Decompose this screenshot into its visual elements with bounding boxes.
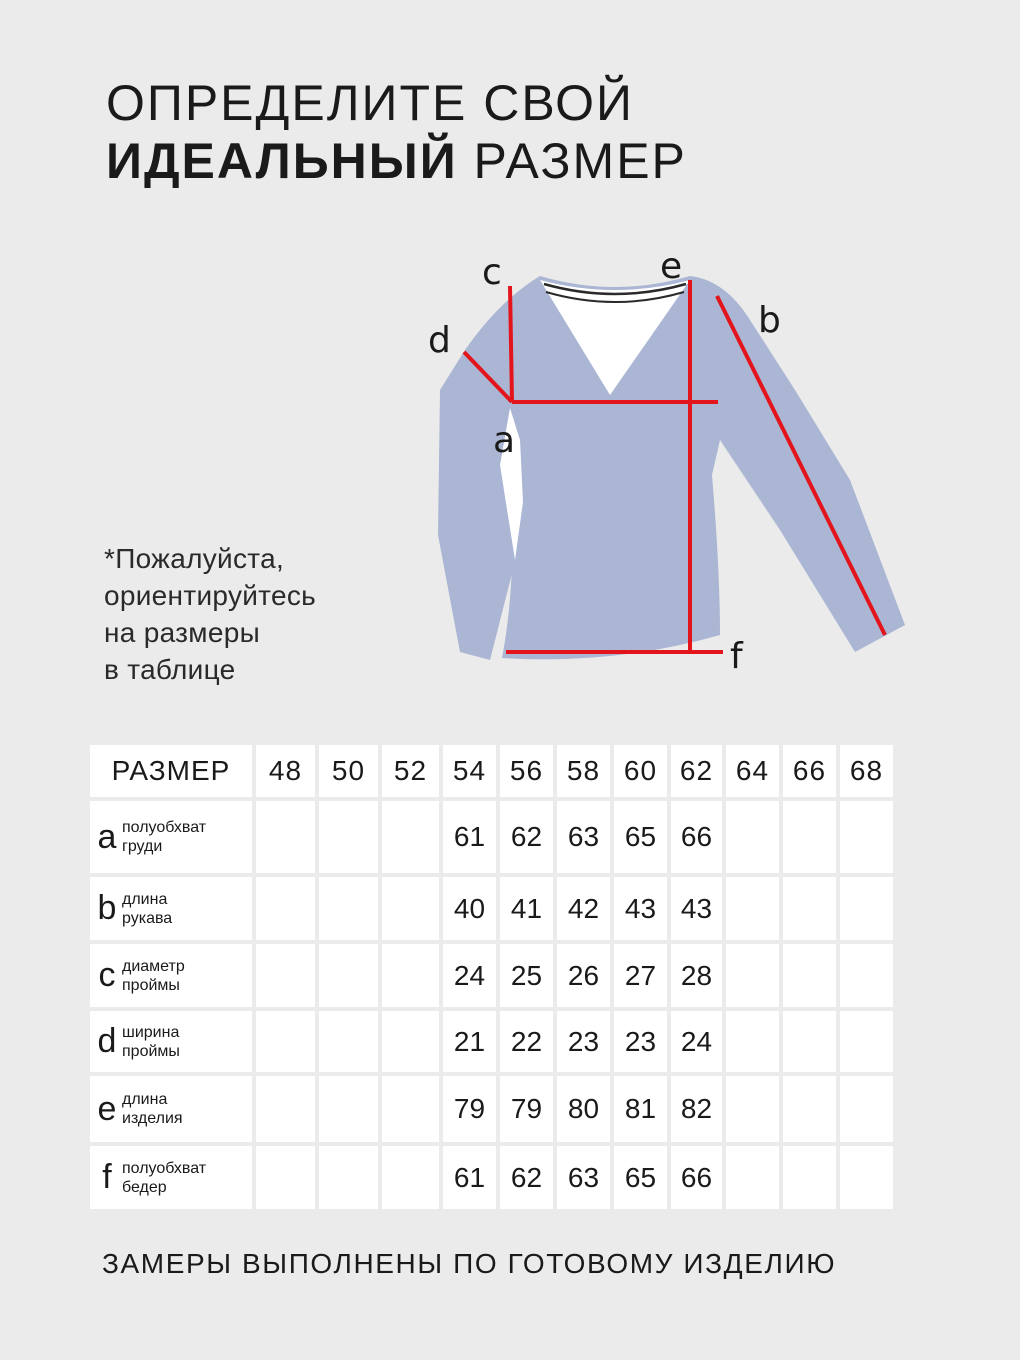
row-letter: c xyxy=(98,956,116,994)
table-row xyxy=(90,877,893,940)
table-cell xyxy=(319,877,378,940)
table-cell xyxy=(319,1076,378,1142)
table-row xyxy=(90,1011,893,1072)
table-cell: 80 xyxy=(557,1076,610,1142)
title-rest: РАЗМЕР xyxy=(457,133,687,189)
table-cell: 61 xyxy=(443,801,496,873)
table-cell xyxy=(783,944,836,1007)
table-cell: 27 xyxy=(614,944,667,1007)
table-cell: 63 xyxy=(557,801,610,873)
table-cell xyxy=(726,944,779,1007)
table-cell: 61 xyxy=(443,1146,496,1209)
table-cell xyxy=(726,1011,779,1072)
row-desc xyxy=(122,890,172,928)
table-cell xyxy=(382,1076,439,1142)
row-letter: e xyxy=(97,1089,117,1128)
table-cell: 65 xyxy=(614,1146,667,1209)
table-cell xyxy=(319,944,378,1007)
row-desc-line-1: длина xyxy=(122,890,168,908)
table-cell xyxy=(783,1146,836,1209)
table-row xyxy=(90,1146,893,1209)
row-desc-line-1: ширина xyxy=(122,1023,180,1041)
note-line-2: ориентируйтесь xyxy=(104,580,317,611)
table-cell xyxy=(840,801,893,873)
table-cell xyxy=(783,1076,836,1142)
table-cell xyxy=(726,877,779,940)
table-cell: 79 xyxy=(500,1076,553,1142)
row-label xyxy=(90,944,252,1007)
diagram-label-d: d xyxy=(428,320,451,361)
diagram-label-a: a xyxy=(493,420,516,461)
table-cell: 26 xyxy=(557,944,610,1007)
table-cell: 22 xyxy=(500,1011,553,1072)
table-cell: 25 xyxy=(500,944,553,1007)
size-col-header: 50 xyxy=(319,745,378,797)
table-cell: 28 xyxy=(671,944,722,1007)
size-col-header: 66 xyxy=(783,745,836,797)
table-cell: 24 xyxy=(671,1011,722,1072)
measure-line-c xyxy=(510,286,512,402)
row-desc-line-2: проймы xyxy=(122,976,180,994)
size-col-header: 52 xyxy=(382,745,439,797)
title-bold-word: ИДЕАЛЬНЫЙ xyxy=(106,133,458,189)
size-col-header: 62 xyxy=(671,745,722,797)
table-cell xyxy=(726,1076,779,1142)
title-line-1: ОПРЕДЕЛИТЕ СВОЙ xyxy=(106,75,634,131)
table-cell: 79 xyxy=(443,1076,496,1142)
row-desc xyxy=(122,1159,206,1197)
table-cell xyxy=(319,1011,378,1072)
row-letter: d xyxy=(97,1022,117,1060)
note-line-4: в таблице xyxy=(104,654,236,685)
table-cell: 81 xyxy=(614,1076,667,1142)
table-cell xyxy=(840,1146,893,1209)
size-col-header: 48 xyxy=(256,745,315,797)
note-line-3: на размеры xyxy=(104,617,261,648)
table-cell: 41 xyxy=(500,877,553,940)
table-cell: 66 xyxy=(671,801,722,873)
size-col-header: 60 xyxy=(614,745,667,797)
row-letter: f xyxy=(102,1158,112,1196)
diagram-label-f: f xyxy=(730,636,743,677)
row-desc-line-2: груди xyxy=(122,838,163,855)
table-cell xyxy=(840,1011,893,1072)
table-cell xyxy=(256,944,315,1007)
table-cell xyxy=(382,877,439,940)
row-letter: b xyxy=(97,889,117,927)
row-desc xyxy=(122,1090,183,1128)
table-cell: 42 xyxy=(557,877,610,940)
table-cell: 82 xyxy=(671,1076,722,1142)
row-label xyxy=(90,1146,252,1209)
table-cell xyxy=(319,1146,378,1209)
note-line-1: *Пожалуйста, xyxy=(104,543,285,574)
row-desc-line-2: проймы xyxy=(122,1042,180,1060)
garment-diagram xyxy=(420,240,940,680)
row-desc xyxy=(122,1023,180,1061)
row-label xyxy=(90,801,252,873)
table-cell xyxy=(726,1146,779,1209)
row-desc-line-1: полуобхват xyxy=(122,1159,207,1177)
row-desc-line-1: диаметр xyxy=(122,957,185,975)
table-cell: 65 xyxy=(614,801,667,873)
size-col-header: 56 xyxy=(500,745,553,797)
table-cell: 24 xyxy=(443,944,496,1007)
table-cell: 62 xyxy=(500,1146,553,1209)
page-title xyxy=(106,74,687,190)
table-cell xyxy=(256,1011,315,1072)
row-letter: a xyxy=(97,817,117,856)
table-cell: 23 xyxy=(557,1011,610,1072)
table-cell: 21 xyxy=(443,1011,496,1072)
table-cell xyxy=(319,801,378,873)
row-desc-line-1: длина xyxy=(122,1091,168,1108)
row-desc-line-2: рукава xyxy=(122,909,173,927)
size-col-header: 68 xyxy=(840,745,893,797)
table-cell xyxy=(256,1076,315,1142)
table-cell xyxy=(382,944,439,1007)
row-desc-line-1: полуобхват xyxy=(122,819,207,836)
table-cell xyxy=(726,801,779,873)
table-cell xyxy=(840,944,893,1007)
table-cell xyxy=(256,877,315,940)
diagram-label-e: e xyxy=(660,246,683,287)
row-label xyxy=(90,1076,252,1142)
diagram-label-b: b xyxy=(758,300,781,341)
size-header-row xyxy=(90,745,893,797)
footer-note: ЗАМЕРЫ ВЫПОЛНЕНЫ ПО ГОТОВОМУ ИЗДЕЛИЮ xyxy=(102,1248,837,1279)
table-cell: 63 xyxy=(557,1146,610,1209)
row-desc-line-2: бедер xyxy=(122,1178,167,1196)
table-cell xyxy=(840,877,893,940)
size-note xyxy=(104,540,316,688)
table-cell: 66 xyxy=(671,1146,722,1209)
table-cell: 40 xyxy=(443,877,496,940)
size-col-header: 64 xyxy=(726,745,779,797)
table-cell: 23 xyxy=(614,1011,667,1072)
size-col-header: 54 xyxy=(443,745,496,797)
size-header-label: РАЗМЕР xyxy=(90,745,252,797)
table-cell: 43 xyxy=(671,877,722,940)
table-cell xyxy=(783,877,836,940)
table-row xyxy=(90,944,893,1007)
table-cell xyxy=(256,801,315,873)
row-desc-line-2: изделия xyxy=(122,1110,183,1127)
size-col-header: 58 xyxy=(557,745,610,797)
table-cell xyxy=(783,1011,836,1072)
table-cell xyxy=(382,1146,439,1209)
row-label xyxy=(90,1011,252,1072)
row-desc xyxy=(122,818,206,856)
table-cell xyxy=(382,801,439,873)
size-table xyxy=(86,741,897,1213)
table-row xyxy=(90,801,893,873)
table-cell: 62 xyxy=(500,801,553,873)
table-cell xyxy=(783,801,836,873)
table-cell: 43 xyxy=(614,877,667,940)
title-line-2 xyxy=(106,132,687,190)
table-cell xyxy=(382,1011,439,1072)
row-desc xyxy=(122,957,185,995)
table-cell xyxy=(256,1146,315,1209)
diagram-label-c: c xyxy=(482,252,502,293)
table-cell xyxy=(840,1076,893,1142)
row-label xyxy=(90,877,252,940)
table-row xyxy=(90,1076,893,1142)
